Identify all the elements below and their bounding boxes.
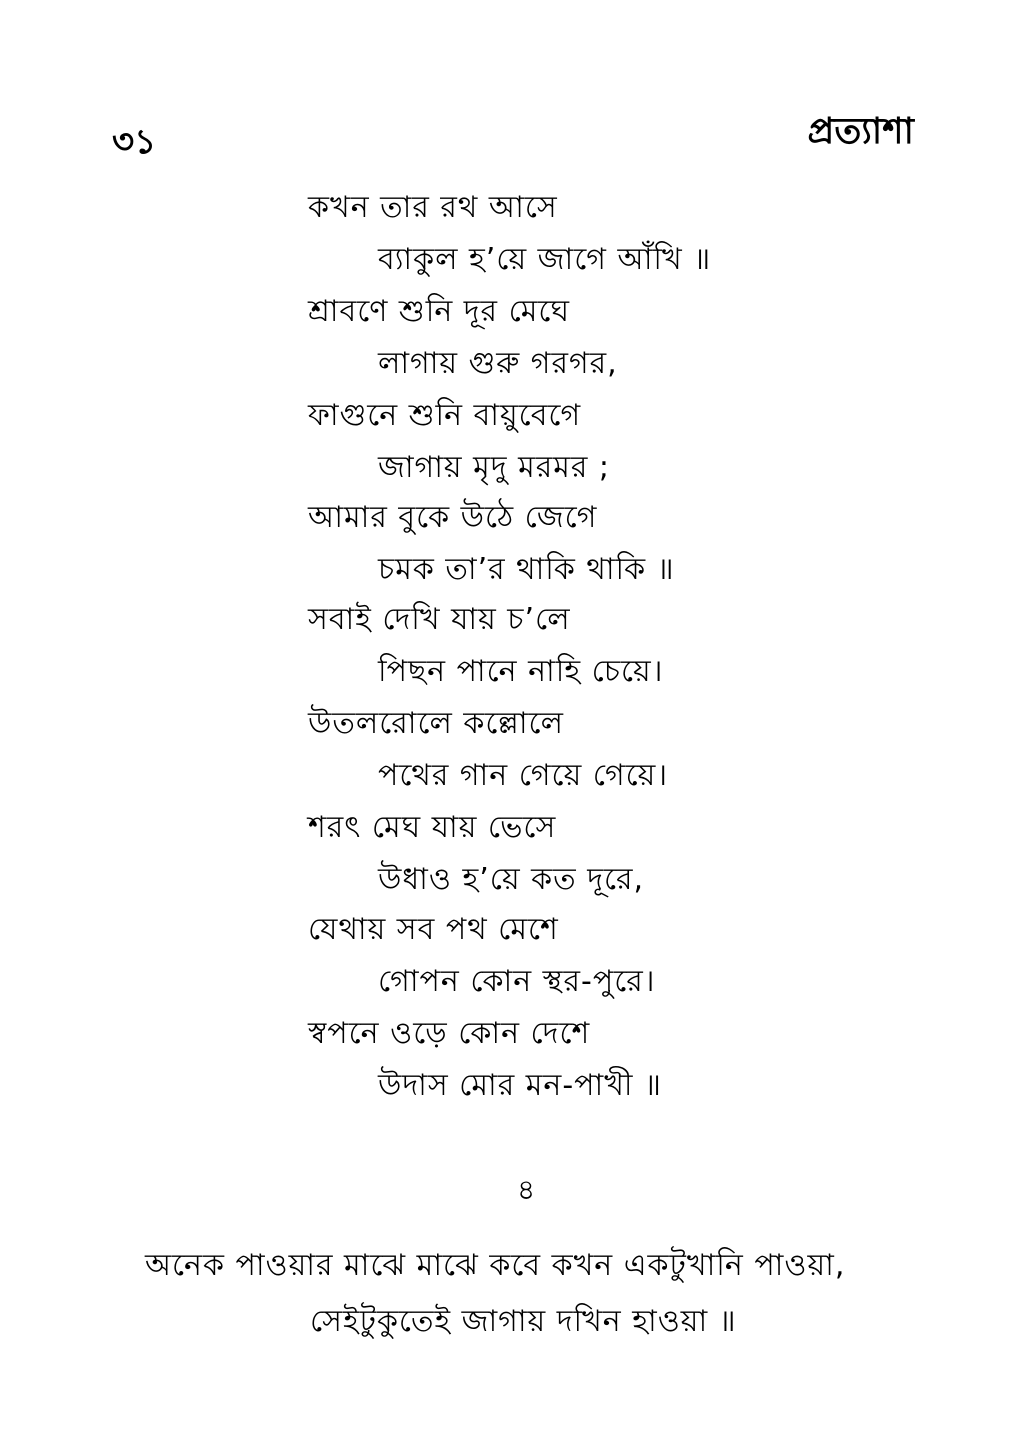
poem-line: ফাগুনে শুনি বায়ুবেগে [308, 398, 582, 433]
running-title: প্রত্যাশা [807, 111, 914, 152]
page-number: ৩১ [112, 122, 157, 162]
poem-line: উতলরোলে কল্লোলে [308, 706, 564, 741]
poem-line: ব্যাকুল হ’য়ে জাগে আঁখি ॥ [378, 242, 712, 277]
poem-line: উধাও হ’য়ে কত দূরে, [378, 862, 645, 897]
poem-line: শরৎ মেঘ যায় ভেসে [308, 810, 557, 845]
poem-line: সবাই দেখি যায় চ’লে [308, 602, 571, 637]
poem-line: লাগায় গুরু গরগর, [378, 346, 618, 381]
poem-line: উদাস মোর মন-পাখী ॥ [378, 1068, 662, 1103]
poem-line: গোপন কোন স্থর-পুরে। [378, 964, 656, 999]
poem-line: কখন তার রথ আসে [308, 190, 558, 225]
poem-line: স্বপনে ওড়ে কোন দেশে [308, 1016, 591, 1051]
poem-line: জাগায় মৃদু মরমর ; [378, 450, 611, 485]
poem-line: আমার বুকে উঠে জেগে [308, 500, 598, 535]
poem-line: চমক তা’র থাকি থাকি ॥ [378, 552, 675, 587]
poem-line: যেথায় সব পথ মেশে [308, 912, 559, 947]
poem-line: পথের গান গেয়ে গেয়ে। [378, 758, 669, 793]
poem-line: পিছন পানে নাহি চেয়ে। [378, 654, 664, 689]
poem-line: শ্রাবণে শুনি দূর মেঘে [308, 294, 570, 329]
section-line-1: অনেক পাওয়ার মাঝে মাঝে কবে কখন একটুখানি পাওয়া, [145, 1248, 846, 1283]
section-line-2: সেইটুকুতেই জাগায় দখিন হাওয়া ॥ [310, 1304, 737, 1339]
section-number: ৪ [517, 1173, 536, 1206]
